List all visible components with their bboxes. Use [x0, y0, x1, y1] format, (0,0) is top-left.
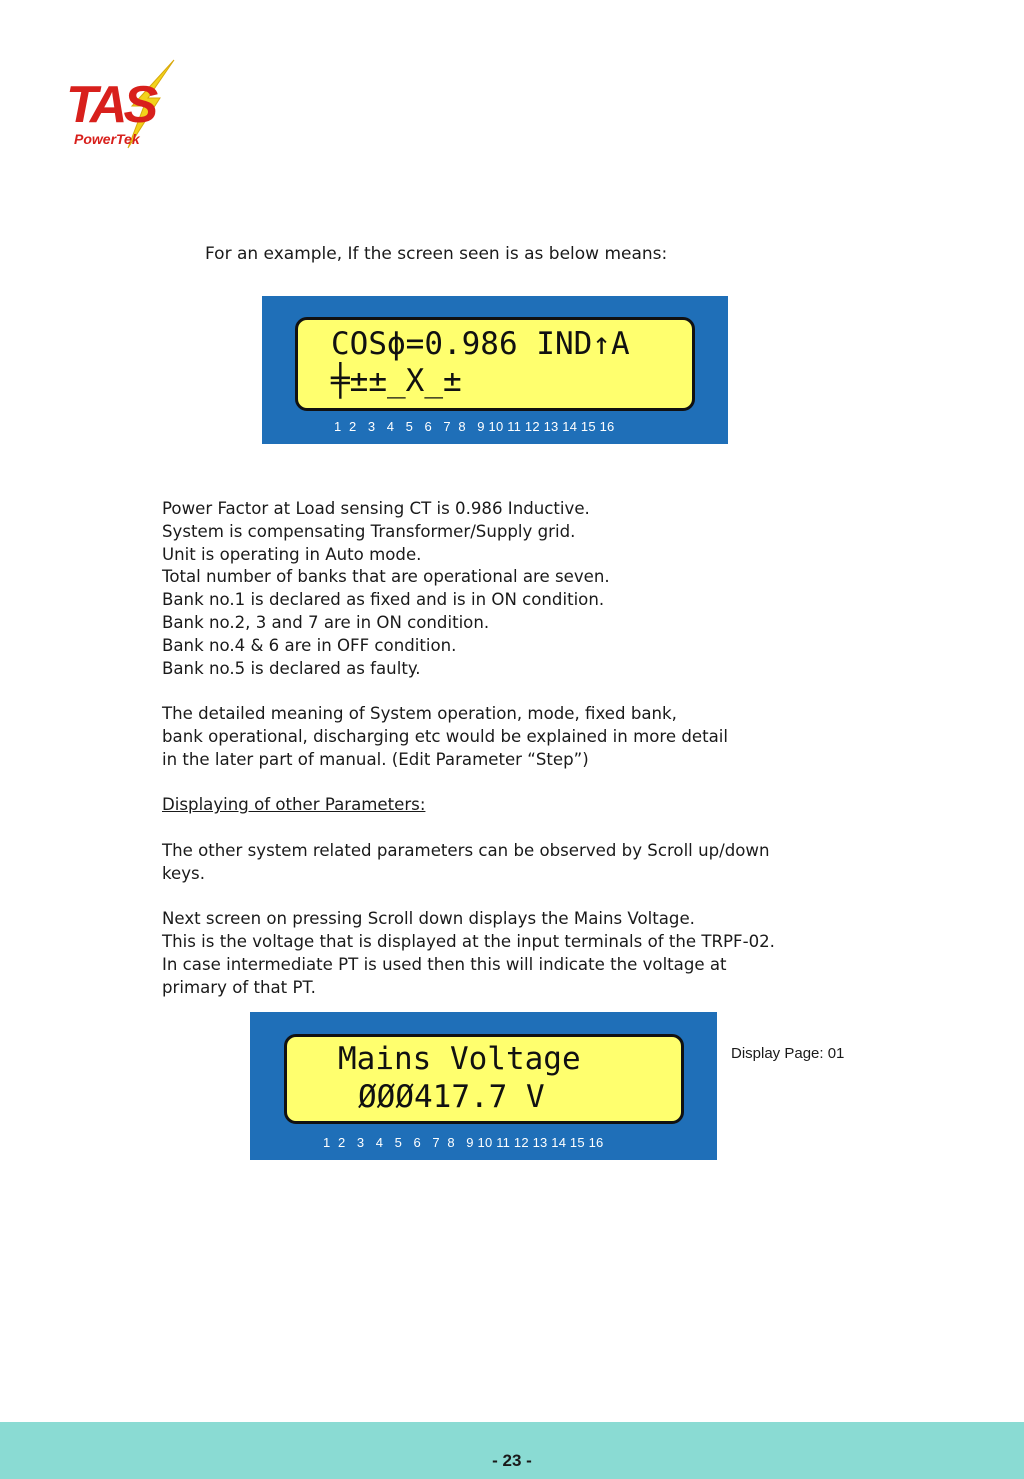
- tas-powertek-logo: [56, 56, 188, 152]
- lcd-screen: [295, 317, 695, 411]
- logo-graphic: [56, 56, 188, 152]
- paragraph-line: System is compensating Transformer/Supply grid.: [162, 521, 576, 541]
- paragraph-line: primary of that PT.: [162, 977, 316, 997]
- paragraph-line: This is the voltage that is displayed at the input terminals of the TRPF-02.: [162, 932, 775, 952]
- body-text: [162, 498, 902, 1000]
- svg-text:PowerTek: PowerTek: [74, 131, 140, 147]
- lcd-line-1: Mains Voltage: [338, 1041, 581, 1077]
- bank-numbers: 1 2 3 4 5 6 7 8 9 10 11 12 13 14 15 16: [334, 419, 615, 434]
- paragraph-line: In case intermediate PT is used then this will indicate the voltage at: [162, 954, 727, 974]
- paragraph-line: Power Factor at Load sensing CT is 0.986 Inductive.: [162, 499, 590, 518]
- lcd-screen: [284, 1034, 684, 1124]
- paragraph-line: The detailed meaning of System operation, mode, fixed bank,: [162, 704, 677, 724]
- paragraph-line: Total number of banks that are operational are seven.: [162, 567, 610, 587]
- paragraph-line: Unit is operating in Auto mode.: [162, 544, 422, 564]
- paragraph-line: Next screen on pressing Scroll down displays the Mains Voltage.: [162, 909, 695, 929]
- intro-text: For an example, If the screen seen is as below means:: [205, 244, 668, 264]
- page-footer: [0, 1422, 1024, 1479]
- lcd-display-voltage: [250, 1012, 717, 1160]
- lcd-display-pf: [262, 296, 728, 444]
- paragraph-line: The other system related parameters can be observed by Scroll up/down: [162, 840, 770, 860]
- paragraph-line: bank operational, discharging etc would be explained in more detail: [162, 726, 728, 746]
- paragraph-line: in the later part of manual. (Edit Parameter “Step”): [162, 749, 589, 769]
- display-page-label: Display Page: 01: [731, 1045, 845, 1062]
- paragraph-line: Bank no.1 is declared as fixed and is in ON condition.: [162, 590, 605, 610]
- bank-numbers: 1 2 3 4 5 6 7 8 9 10 11 12 13 14 15 16: [323, 1135, 604, 1150]
- lcd-line-1: COSϕ=0.986 IND↑A: [331, 326, 630, 362]
- lcd-line-2: ╪±±_X_±: [331, 363, 462, 399]
- paragraph-line: Bank no.4 & 6 are in OFF condition.: [162, 635, 457, 655]
- svg-text:TAS: TAS: [66, 76, 155, 134]
- paragraph-line: Bank no.2, 3 and 7 are in ON condition.: [162, 612, 490, 632]
- section-heading: Displaying of other Parameters:: [162, 795, 426, 815]
- paragraph-line: keys.: [162, 863, 205, 883]
- page-number: - 23 -: [492, 1451, 532, 1470]
- lcd-line-2: ØØØ417.7 V: [358, 1079, 545, 1115]
- paragraph-line: Bank no.5 is declared as faulty.: [162, 658, 421, 678]
